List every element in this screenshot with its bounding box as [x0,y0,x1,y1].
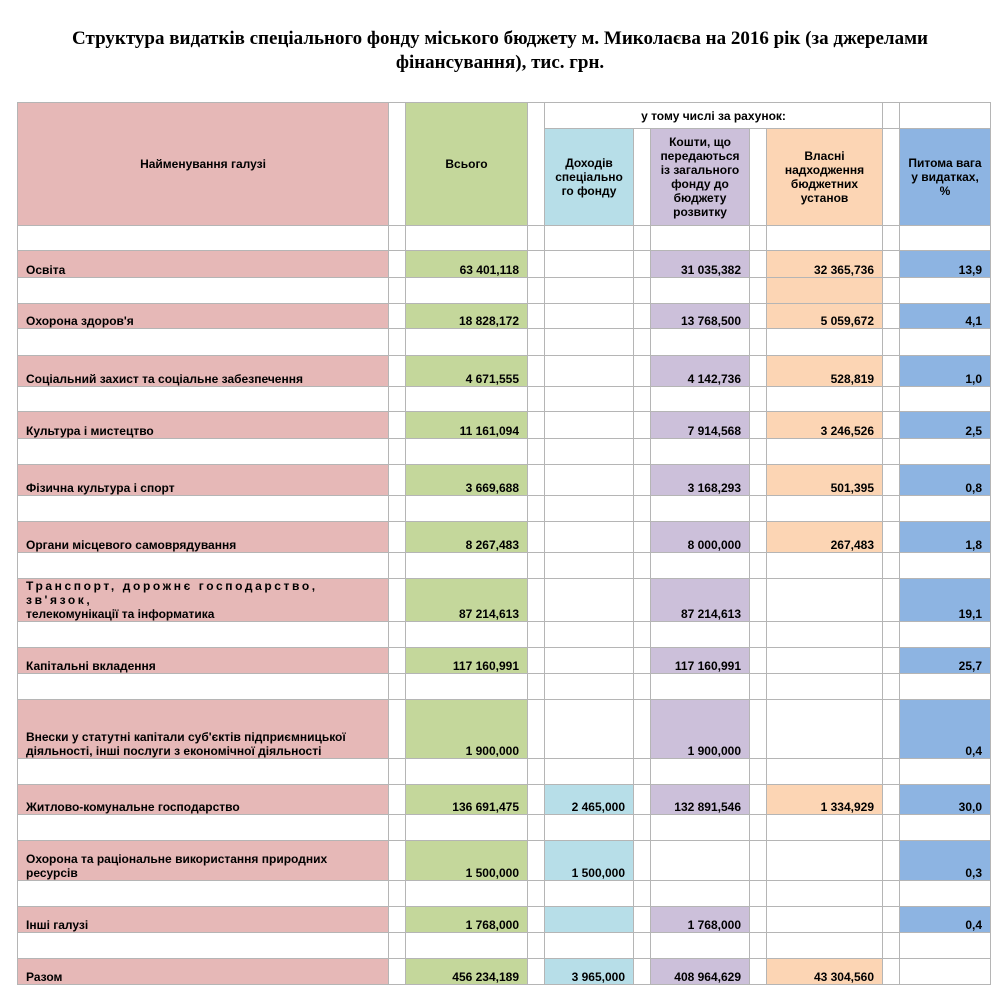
spacer-row [18,815,991,841]
row-special: 2 465,000 [545,785,634,815]
row-total: 8 267,483 [406,522,528,553]
header-share: Питома вага у видатках, % [900,129,991,226]
row-transfer: 8 000,000 [651,522,750,553]
row-name: Внески у статутні капітали суб'єктів підприємницької діяльності, інші послуги з економічної діяльності [18,700,389,759]
row-total: 1 900,000 [406,700,528,759]
row-name: Охорона та раціональне використання природних ресурсів [18,841,389,881]
page-title [0,27,1000,75]
row-share: 19,1 [900,579,991,622]
row-name-line-1: Транспорт, дорожнє господарство, зв'язок, [26,579,318,607]
row-share: 1,0 [900,356,991,387]
header-transfer: Кошти, що передаються із загального фонду до бюджету розвитку [651,129,750,226]
row-special: 3 965,000 [545,959,634,985]
row-special [545,700,634,759]
table-row [18,356,991,387]
row-share: 30,0 [900,785,991,815]
row-special [545,412,634,439]
row-name: Соціальний захист та соціальне забезпечення [18,356,389,387]
header-row-top [18,103,991,129]
row-transfer: 87 214,613 [651,579,750,622]
header-group: у тому числі за рахунок: [545,103,883,129]
table-row [18,412,991,439]
row-total: 87 214,613 [406,579,528,622]
header-special: Доходів спеціально го фонду [545,129,634,226]
row-name: Органи місцевого самоврядування [18,522,389,553]
row-name: Охорона здоров'я [18,304,389,329]
spacer-row [18,387,991,412]
row-name: Житлово-комунальне господарство [18,785,389,815]
row-name: Інші галузі [18,907,389,933]
row-name: Освіта [18,251,389,278]
row-share: 0,4 [900,700,991,759]
row-total: 3 669,688 [406,465,528,496]
row-special [545,465,634,496]
row-special: 1 500,000 [545,841,634,881]
row-share [900,959,991,985]
row-special [545,251,634,278]
table-row [18,841,991,881]
row-total: 456 234,189 [406,959,528,985]
row-own [767,907,883,933]
spacer-row [18,278,991,304]
row-transfer: 1 768,000 [651,907,750,933]
row-share: 13,9 [900,251,991,278]
table-row [18,522,991,553]
row-own [767,579,883,622]
header-own: Власні надходження бюджетних установ [767,129,883,226]
row-total: 136 691,475 [406,785,528,815]
spacer-row [18,553,991,579]
row-name: Культура і мистецтво [18,412,389,439]
spacer-row [18,622,991,648]
row-transfer: 4 142,736 [651,356,750,387]
table-row [18,579,991,622]
row-own [767,700,883,759]
row-share: 1,8 [900,522,991,553]
table-row [18,465,991,496]
row-special [545,356,634,387]
table-row [18,304,991,329]
row-special [545,648,634,674]
row-total: 1 768,000 [406,907,528,933]
row-special [545,522,634,553]
row-own [767,841,883,881]
row-name: Разом [18,959,389,985]
table-row [18,785,991,815]
row-special [545,579,634,622]
row-own: 528,819 [767,356,883,387]
spacer-row [18,329,991,356]
row-special [545,304,634,329]
row-total: 4 671,555 [406,356,528,387]
budget-table [17,102,991,985]
row-transfer [651,841,750,881]
row-own: 43 304,560 [767,959,883,985]
row-transfer: 408 964,629 [651,959,750,985]
row-total: 1 500,000 [406,841,528,881]
spacer-row [18,439,991,465]
row-total: 117 160,991 [406,648,528,674]
table-row [18,700,991,759]
row-name [18,579,389,622]
row-total: 63 401,118 [406,251,528,278]
row-own: 501,395 [767,465,883,496]
total-row [18,959,991,985]
spacer-row [18,759,991,785]
row-name-line-2: телекомунікації та інформатика [26,607,215,621]
row-own [767,648,883,674]
row-transfer: 117 160,991 [651,648,750,674]
row-transfer: 3 168,293 [651,465,750,496]
row-share: 0,4 [900,907,991,933]
row-own: 32 365,736 [767,251,883,278]
row-transfer: 13 768,500 [651,304,750,329]
row-share: 0,8 [900,465,991,496]
row-own: 1 334,929 [767,785,883,815]
title-line-2: фінансування), тис. грн. [395,52,605,73]
row-transfer: 1 900,000 [651,700,750,759]
spacer-row [18,496,991,522]
row-own: 5 059,672 [767,304,883,329]
spacer-row [18,933,991,959]
row-own: 267,483 [767,522,883,553]
header-name: Найменування галузі [18,103,389,226]
row-share: 2,5 [900,412,991,439]
header-total: Всього [406,103,528,226]
row-own: 3 246,526 [767,412,883,439]
table-row [18,907,991,933]
spacer-row [18,674,991,700]
row-name: Фізична культура і спорт [18,465,389,496]
row-name: Капітальні вкладення [18,648,389,674]
row-total: 11 161,094 [406,412,528,439]
row-share: 25,7 [900,648,991,674]
row-share: 4,1 [900,304,991,329]
row-special [545,907,634,933]
row-transfer: 31 035,382 [651,251,750,278]
table-row [18,648,991,674]
title-line-1: Структура видатків спеціального фонду міського бюджету м. Миколаєва на 2016 рік (за джерелами [72,28,928,49]
table-row [18,251,991,278]
row-transfer: 7 914,568 [651,412,750,439]
row-total: 18 828,172 [406,304,528,329]
row-share: 0,3 [900,841,991,881]
row-transfer: 132 891,546 [651,785,750,815]
spacer-row [18,226,991,251]
spacer-row [18,881,991,907]
